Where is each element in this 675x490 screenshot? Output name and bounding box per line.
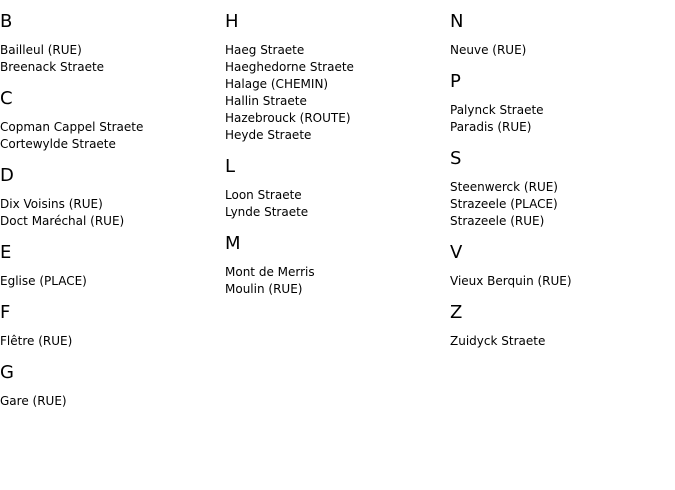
letter-heading: H	[225, 11, 239, 32]
letter-heading: S	[450, 148, 462, 169]
letter-section	[0, 242, 220, 290]
letter-section	[450, 302, 670, 350]
street-link[interactable]: Flêtre (RUE)	[0, 334, 73, 348]
street-list	[450, 333, 670, 350]
letter-heading: G	[0, 362, 14, 383]
street-list	[0, 273, 220, 290]
street-link[interactable]: Hallin Straete	[225, 94, 307, 108]
letter-heading: E	[0, 242, 12, 263]
street-link[interactable]: Halage (CHEMIN)	[225, 77, 329, 91]
index-column	[225, 11, 445, 310]
letter-section	[450, 148, 670, 230]
street-link[interactable]: Cortewylde Straete	[0, 137, 116, 151]
street-link[interactable]: Neuve (RUE)	[450, 43, 527, 57]
street-link[interactable]: Breenack Straete	[0, 60, 105, 74]
letter-section	[450, 11, 670, 59]
street-list	[0, 333, 220, 350]
street-link[interactable]: Eglise (PLACE)	[0, 274, 87, 288]
street-link[interactable]: Hazebrouck (ROUTE)	[225, 111, 351, 125]
letter-heading: L	[225, 156, 236, 177]
letter-section	[0, 11, 220, 76]
letter-section	[225, 233, 445, 298]
street-link[interactable]: Mont de Merris	[225, 265, 315, 279]
letter-heading: M	[225, 233, 241, 254]
street-link[interactable]: Moulin (RUE)	[225, 282, 303, 296]
letter-section	[0, 165, 220, 230]
letter-section	[0, 302, 220, 350]
street-list	[225, 187, 445, 221]
street-link[interactable]: Vieux Berquin (RUE)	[450, 274, 572, 288]
letter-heading: Z	[450, 302, 463, 323]
letter-heading: C	[0, 88, 13, 109]
street-link[interactable]: Heyde Straete	[225, 128, 312, 142]
letter-section	[225, 156, 445, 221]
street-list	[450, 179, 670, 230]
letter-heading: B	[0, 11, 13, 32]
street-link[interactable]: Zuidyck Straete	[450, 334, 546, 348]
letter-heading: P	[450, 71, 461, 92]
street-list	[0, 42, 220, 76]
street-list	[450, 42, 670, 59]
street-link[interactable]: Dix Voisins (RUE)	[0, 197, 103, 211]
street-list	[450, 102, 670, 136]
street-link[interactable]: Haeg Straete	[225, 43, 305, 57]
letter-section	[450, 242, 670, 290]
street-link[interactable]: Doct Maréchal (RUE)	[0, 214, 125, 228]
street-list	[225, 264, 445, 298]
street-link[interactable]: Copman Cappel Straete	[0, 120, 144, 134]
index-column	[0, 11, 220, 422]
letter-section	[225, 11, 445, 144]
letter-section	[0, 362, 220, 410]
street-list	[450, 273, 670, 290]
letter-section	[450, 71, 670, 136]
street-link[interactable]: Palynck Straete	[450, 103, 544, 117]
index-column	[450, 11, 670, 362]
street-link[interactable]: Strazeele (PLACE)	[450, 197, 558, 211]
street-link[interactable]: Haeghedorne Straete	[225, 60, 354, 74]
street-link[interactable]: Paradis (RUE)	[450, 120, 532, 134]
letter-heading: D	[0, 165, 14, 186]
street-list	[0, 393, 220, 410]
street-link[interactable]: Strazeele (RUE)	[450, 214, 545, 228]
street-link[interactable]: Gare (RUE)	[0, 394, 67, 408]
letter-section	[0, 88, 220, 153]
letter-heading: N	[450, 11, 464, 32]
letter-heading: V	[450, 242, 463, 263]
street-link[interactable]: Lynde Straete	[225, 205, 309, 219]
street-list	[0, 196, 220, 230]
street-link[interactable]: Steenwerck (RUE)	[450, 180, 558, 194]
street-link[interactable]: Loon Straete	[225, 188, 302, 202]
street-list	[225, 42, 445, 144]
street-link[interactable]: Bailleul (RUE)	[0, 43, 82, 57]
street-list	[0, 119, 220, 153]
letter-heading: F	[0, 302, 11, 323]
